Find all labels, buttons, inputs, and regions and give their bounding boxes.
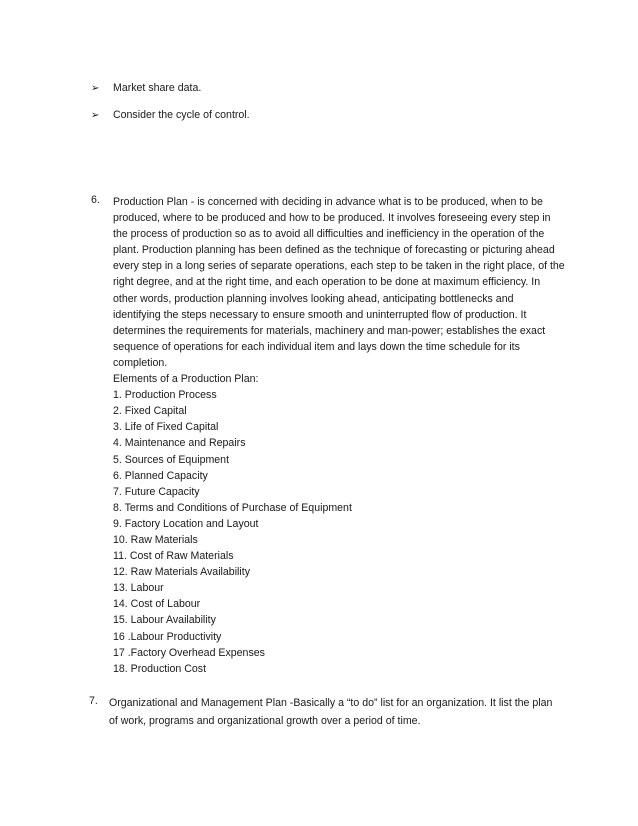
arrow-bullet-icon: ➢ [91, 110, 100, 121]
paragraph-line: every step in a long series of separate operations, each step to be taken in the right place, of the [113, 260, 565, 273]
list-item: 5. Sources of Equipment [113, 453, 230, 466]
item-number: 6. [91, 194, 100, 206]
paragraph-line: the process of production so as to avoid all difficulties and inefficiency in the operation of the [113, 228, 545, 241]
paragraph-line: Production Plan - is concerned with deciding in advance what is to be produced, when to be [113, 196, 543, 208]
bullet-item-cycle-of-control [91, 109, 250, 121]
production-plan-body [113, 194, 571, 677]
list-item: 18. Production Cost [113, 662, 207, 675]
list-item: 8. Terms and Conditions of Purchase of Equipment [113, 501, 352, 514]
arrow-bullet-icon: ➢ [91, 83, 100, 94]
elements-heading: Elements of a Production Plan: [113, 373, 259, 386]
paragraph-line: plant. Production planning has been defined as the technique of forecasting or picturing ahead [113, 244, 555, 257]
paragraph-line: determines the requirements for materials, machinery and man-power; establishes the exact [113, 324, 546, 337]
paragraph-line: other words, production planning involves looking ahead, anticipating bottlenecks and [113, 292, 514, 305]
list-item: 11. Cost of Raw Materials [113, 550, 234, 563]
bullet-text: Consider the cycle of control. [113, 109, 250, 121]
list-item: 12. Raw Materials Availability [113, 566, 250, 579]
list-item: 16 .Labour Productivity [113, 630, 222, 643]
list-item: 4. Maintenance and Repairs [113, 437, 246, 450]
list-item: 17 .Factory Overhead Expenses [113, 646, 265, 659]
list-item: 7. Future Capacity [113, 485, 200, 498]
paragraph-line: Organizational and Management Plan -Basically a “to do” list for an organization. It list the plan [109, 697, 553, 709]
item-number: 7. [89, 695, 98, 707]
paragraph-line: identifying the steps necessary to ensure smooth and uninterrupted flow of production. It [113, 308, 527, 321]
paragraph-line: completion. [113, 356, 168, 369]
paragraph-line: produced, where to be produced and how to be produced. It involves foreseeing every step in [113, 212, 551, 225]
paragraph-line: sequence of operations for each individual item and lays down the time schedule for its [113, 340, 520, 353]
paragraph-line: of work, programs and organizational growth over a period of time. [109, 714, 421, 727]
paragraph-line: right degree, and at the right time, and each operation to be done at maximum efficiency. In [113, 276, 541, 289]
list-item: 9. Factory Location and Layout [113, 517, 259, 530]
bullet-text: Market share data. [113, 82, 202, 94]
list-item: 10. Raw Materials [113, 533, 198, 546]
list-item: 14. Cost of Labour [113, 598, 201, 611]
numbered-item-organizational-plan [89, 695, 579, 730]
list-item: 13. Labour [113, 582, 164, 595]
bullet-item-market-share [91, 82, 201, 94]
list-item: 2. Fixed Capital [113, 405, 187, 418]
organizational-plan-body [109, 695, 579, 730]
list-item: 15. Labour Availability [113, 614, 216, 627]
list-item: 3. Life of Fixed Capital [113, 421, 219, 434]
list-item: 1. Production Process [113, 389, 217, 402]
numbered-item-production-plan [91, 194, 571, 677]
list-item: 6. Planned Capacity [113, 469, 208, 482]
